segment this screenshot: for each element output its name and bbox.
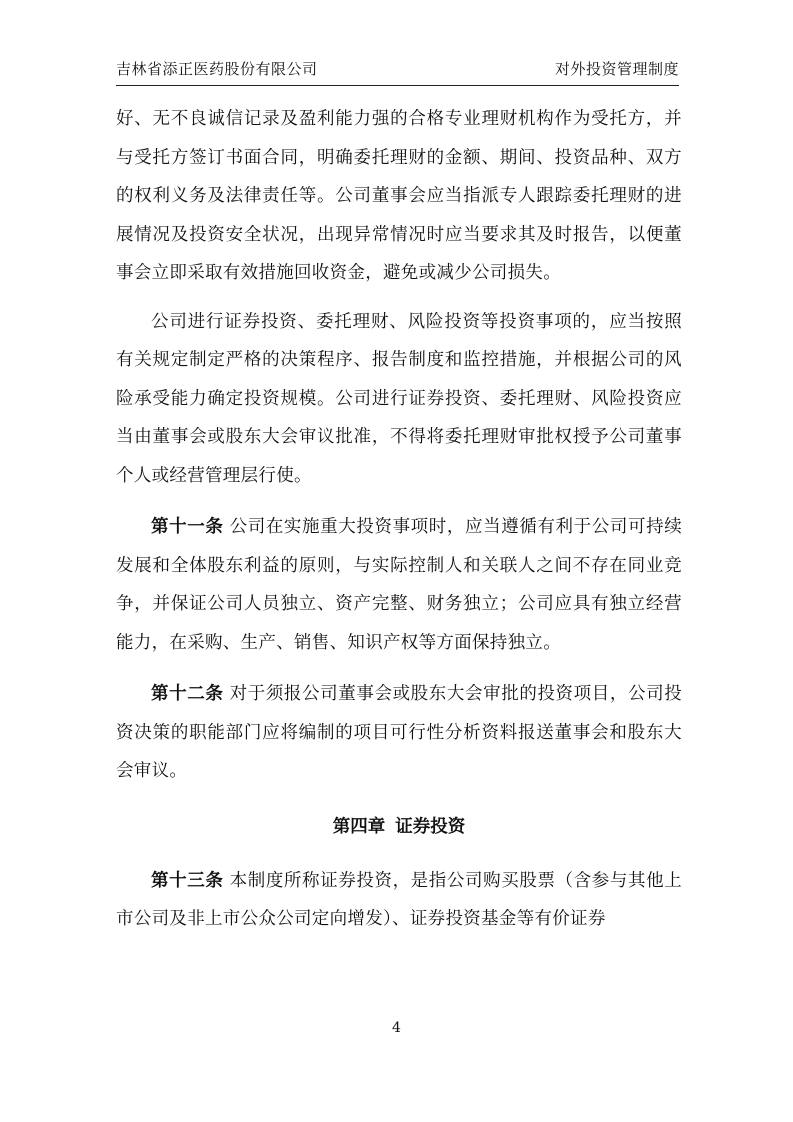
chapter-title: 证券投资 — [395, 816, 466, 837]
header-document-title: 对外投资管理制度 — [554, 60, 679, 78]
article-13 — [116, 862, 682, 939]
page-number: 4 — [392, 1020, 401, 1036]
article-11-label: 第十一条 — [151, 517, 224, 537]
chapter-number: 第四章 — [332, 816, 386, 837]
article-12-text: 对于须报公司董事会或股东大会审批的投资项目，公司投资决策的职能部门应将编制的项目可行性分析资料报送董事会和股东大会审议。 — [116, 684, 682, 781]
article-13-label: 第十三条 — [151, 870, 224, 891]
chapter-heading — [116, 808, 682, 846]
article-11 — [116, 508, 682, 662]
article-13-text: 本制度所称证券投资，是指公司购买股票（含参与其他上市公司及非上市公众公司定向增发）、证券投资基金等有价证券 — [116, 870, 682, 929]
article-11-text: 公司在实施重大投资事项时，应当遵循有利于公司可持续发展和全体股东利益的原则，与实际控制人和关联人之间不存在同业竞争，并保证公司人员独立、资产完整、财务独立；公司应具有独立经营能力，在采购、生产、销售、知识产权等方面保持独立。 — [116, 517, 682, 653]
document-body — [116, 100, 682, 939]
header-rule — [116, 85, 679, 86]
header-company-name: 吉林省添正医药股份有限公司 — [116, 60, 318, 78]
page-header — [116, 52, 679, 86]
article-12 — [116, 675, 682, 791]
article-12-label: 第十二条 — [151, 684, 224, 704]
paragraph-continuation: 好、无不良诚信记录及盈利能力强的合格专业理财机构作为受托方，并与受托方签订书面合同，明确委托理财的金额、期间、投资品种、双方的权利义务及法律责任等。公司董事会应当指派专人跟踪委托理财的进展情况及投资安全状况，出现异常情况时应当要求其及时报告，以便董事会立即采取有效措施回收资金，避免或减少公司损失。 — [116, 109, 682, 283]
paragraph-securities-trust-investment: 公司进行证券投资、委托理财、风险投资等投资事项的，应当按照有关规定制定严格的决策程序、报告制度和监控措施，并根据公司的风险承受能力确定投资规模。公司进行证券投资、委托理财、风险投资应当由董事会或股东大会审议批准，不得将委托理财审批权授予公司董事个人或经营管理层行使。 — [116, 311, 682, 486]
